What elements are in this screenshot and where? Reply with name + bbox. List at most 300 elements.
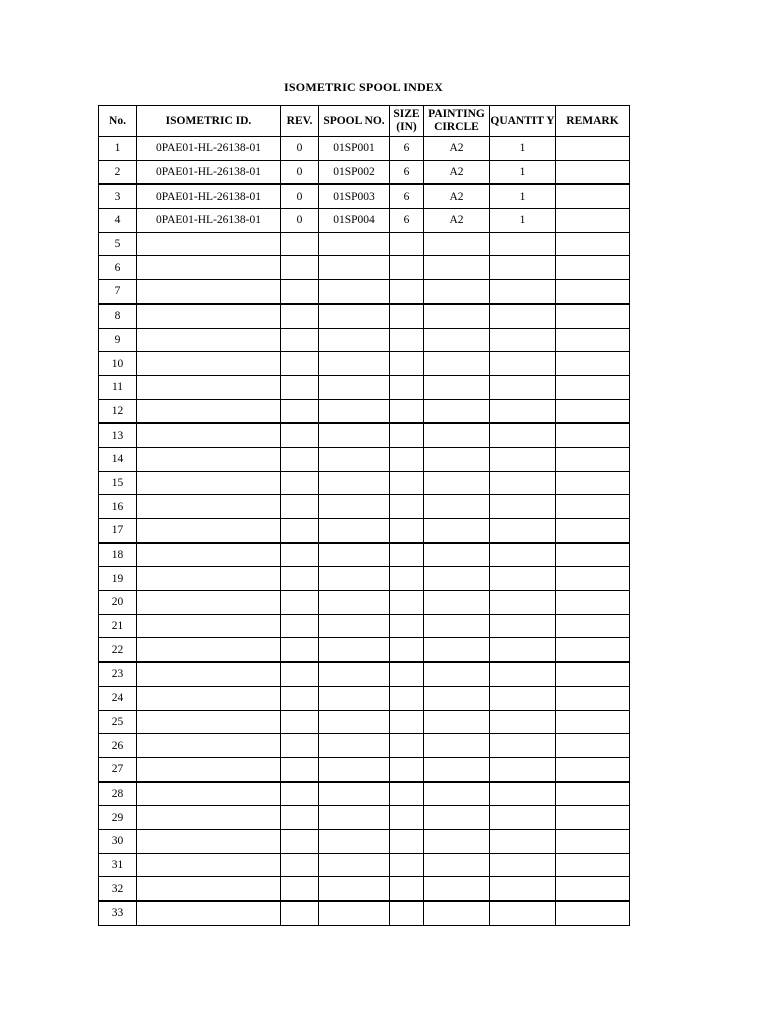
cell-rev: [281, 375, 319, 399]
cell-size: 6: [390, 209, 424, 233]
cell-remark: [556, 280, 630, 304]
cell-painting-circle: [424, 519, 490, 543]
cell-rev: [281, 877, 319, 901]
cell-no: 32: [99, 877, 137, 901]
table-row: [99, 328, 630, 352]
cell-spool-no: [319, 375, 390, 399]
cell-isometric-id: [137, 757, 281, 781]
table-row: [99, 232, 630, 256]
cell-painting-circle: [424, 399, 490, 423]
cell-rev: [281, 471, 319, 495]
table-header-row: [99, 106, 630, 137]
cell-rev: [281, 638, 319, 662]
cell-remark: [556, 782, 630, 806]
cell-quantity: [490, 591, 556, 615]
cell-size: [390, 328, 424, 352]
cell-no: 10: [99, 352, 137, 376]
cell-isometric-id: [137, 710, 281, 734]
cell-no: 24: [99, 686, 137, 710]
cell-spool-no: [319, 710, 390, 734]
cell-rev: 0: [281, 137, 319, 161]
table-row: [99, 256, 630, 280]
table-row: [99, 829, 630, 853]
cell-painting-circle: [424, 757, 490, 781]
cell-isometric-id: [137, 471, 281, 495]
table-row: [99, 137, 630, 161]
cell-spool-no: [319, 567, 390, 591]
cell-painting-circle: [424, 686, 490, 710]
cell-quantity: [490, 734, 556, 758]
cell-no: 6: [99, 256, 137, 280]
cell-quantity: [490, 423, 556, 447]
cell-remark: [556, 375, 630, 399]
cell-rev: [281, 543, 319, 567]
cell-quantity: [490, 399, 556, 423]
cell-remark: [556, 519, 630, 543]
cell-rev: [281, 662, 319, 686]
table-row: [99, 447, 630, 471]
cell-spool-no: [319, 614, 390, 638]
cell-quantity: [490, 638, 556, 662]
cell-no: 2: [99, 160, 137, 184]
cell-no: 16: [99, 495, 137, 519]
cell-quantity: [490, 471, 556, 495]
cell-isometric-id: [137, 232, 281, 256]
cell-remark: [556, 209, 630, 233]
cell-rev: [281, 280, 319, 304]
cell-isometric-id: [137, 614, 281, 638]
cell-quantity: [490, 256, 556, 280]
table-body: [99, 137, 630, 926]
cell-no: 13: [99, 423, 137, 447]
cell-size: [390, 399, 424, 423]
cell-painting-circle: [424, 877, 490, 901]
cell-no: 14: [99, 447, 137, 471]
cell-quantity: 1: [490, 160, 556, 184]
cell-spool-no: [319, 352, 390, 376]
header-spool-no: SPOOL NO.: [319, 106, 390, 137]
cell-no: 15: [99, 471, 137, 495]
cell-isometric-id: [137, 734, 281, 758]
cell-spool-no: [319, 471, 390, 495]
cell-size: [390, 543, 424, 567]
cell-isometric-id: [137, 591, 281, 615]
cell-remark: [556, 829, 630, 853]
cell-size: [390, 280, 424, 304]
table-row: [99, 853, 630, 877]
table-row: [99, 877, 630, 901]
cell-size: [390, 757, 424, 781]
cell-size: [390, 375, 424, 399]
cell-no: 12: [99, 399, 137, 423]
cell-quantity: [490, 829, 556, 853]
cell-size: [390, 638, 424, 662]
cell-painting-circle: [424, 591, 490, 615]
cell-isometric-id: [137, 375, 281, 399]
cell-painting-circle: [424, 328, 490, 352]
cell-no: 31: [99, 853, 137, 877]
cell-isometric-id: [137, 638, 281, 662]
cell-spool-no: [319, 829, 390, 853]
cell-size: [390, 567, 424, 591]
cell-isometric-id: [137, 256, 281, 280]
cell-painting-circle: [424, 352, 490, 376]
table-row: [99, 710, 630, 734]
cell-quantity: [490, 280, 556, 304]
table-row: [99, 567, 630, 591]
cell-spool-no: [319, 806, 390, 830]
cell-no: 33: [99, 901, 137, 925]
cell-isometric-id: [137, 829, 281, 853]
cell-painting-circle: [424, 304, 490, 328]
cell-painting-circle: [424, 901, 490, 925]
cell-painting-circle: [424, 232, 490, 256]
cell-rev: [281, 304, 319, 328]
table-row: [99, 591, 630, 615]
cell-remark: [556, 304, 630, 328]
cell-spool-no: [319, 901, 390, 925]
cell-quantity: [490, 877, 556, 901]
cell-isometric-id: [137, 519, 281, 543]
table-row: [99, 495, 630, 519]
cell-isometric-id: 0PAE01-HL-26138-01: [137, 137, 281, 161]
cell-remark: [556, 591, 630, 615]
cell-painting-circle: [424, 614, 490, 638]
table-row: [99, 209, 630, 233]
cell-remark: [556, 495, 630, 519]
table-row: [99, 423, 630, 447]
cell-no: 23: [99, 662, 137, 686]
cell-rev: [281, 567, 319, 591]
cell-spool-no: [319, 304, 390, 328]
spool-index-table: [98, 105, 630, 926]
cell-quantity: 1: [490, 184, 556, 208]
header-size: SIZE (IN): [390, 106, 424, 137]
cell-isometric-id: [137, 662, 281, 686]
cell-spool-no: [319, 686, 390, 710]
cell-spool-no: [319, 399, 390, 423]
cell-painting-circle: [424, 829, 490, 853]
cell-rev: 0: [281, 160, 319, 184]
table-row: [99, 352, 630, 376]
cell-no: 29: [99, 806, 137, 830]
cell-spool-no: [319, 495, 390, 519]
cell-spool-no: [319, 447, 390, 471]
table-row: [99, 614, 630, 638]
cell-rev: [281, 614, 319, 638]
cell-remark: [556, 662, 630, 686]
cell-quantity: [490, 686, 556, 710]
cell-size: [390, 423, 424, 447]
cell-no: 30: [99, 829, 137, 853]
header-isometric-id: ISOMETRIC ID.: [137, 106, 281, 137]
cell-spool-no: 01SP002: [319, 160, 390, 184]
cell-painting-circle: [424, 806, 490, 830]
cell-rev: [281, 232, 319, 256]
cell-no: 20: [99, 591, 137, 615]
cell-isometric-id: [137, 567, 281, 591]
cell-quantity: 1: [490, 137, 556, 161]
cell-size: [390, 853, 424, 877]
cell-rev: [281, 495, 319, 519]
cell-isometric-id: [137, 543, 281, 567]
cell-isometric-id: [137, 399, 281, 423]
cell-rev: 0: [281, 209, 319, 233]
cell-painting-circle: [424, 853, 490, 877]
cell-isometric-id: [137, 495, 281, 519]
cell-spool-no: 01SP004: [319, 209, 390, 233]
cell-isometric-id: [137, 447, 281, 471]
cell-isometric-id: [137, 806, 281, 830]
cell-remark: [556, 399, 630, 423]
cell-quantity: [490, 901, 556, 925]
table-row: [99, 686, 630, 710]
cell-no: 3: [99, 184, 137, 208]
cell-rev: [281, 423, 319, 447]
cell-isometric-id: [137, 877, 281, 901]
cell-quantity: [490, 782, 556, 806]
cell-size: [390, 591, 424, 615]
table-row: [99, 184, 630, 208]
cell-spool-no: [319, 757, 390, 781]
cell-painting-circle: [424, 423, 490, 447]
cell-painting-circle: [424, 734, 490, 758]
cell-painting-circle: [424, 495, 490, 519]
cell-quantity: 1: [490, 209, 556, 233]
cell-no: 28: [99, 782, 137, 806]
cell-remark: [556, 734, 630, 758]
cell-no: 1: [99, 137, 137, 161]
cell-painting-circle: [424, 256, 490, 280]
cell-no: 19: [99, 567, 137, 591]
header-remark: REMARK: [556, 106, 630, 137]
cell-spool-no: [319, 543, 390, 567]
cell-size: [390, 806, 424, 830]
cell-painting-circle: A2: [424, 160, 490, 184]
cell-quantity: [490, 806, 556, 830]
cell-painting-circle: [424, 567, 490, 591]
cell-isometric-id: [137, 423, 281, 447]
cell-rev: [281, 686, 319, 710]
cell-size: 6: [390, 184, 424, 208]
cell-rev: [281, 757, 319, 781]
cell-rev: [281, 901, 319, 925]
cell-quantity: [490, 375, 556, 399]
cell-rev: [281, 710, 319, 734]
cell-remark: [556, 877, 630, 901]
cell-size: [390, 877, 424, 901]
cell-size: 6: [390, 137, 424, 161]
cell-size: [390, 901, 424, 925]
cell-remark: [556, 232, 630, 256]
cell-remark: [556, 543, 630, 567]
cell-spool-no: [319, 232, 390, 256]
cell-size: [390, 304, 424, 328]
cell-size: [390, 519, 424, 543]
table-row: [99, 543, 630, 567]
cell-no: 8: [99, 304, 137, 328]
cell-spool-no: 01SP001: [319, 137, 390, 161]
cell-spool-no: [319, 328, 390, 352]
cell-painting-circle: [424, 280, 490, 304]
cell-size: [390, 471, 424, 495]
cell-no: 5: [99, 232, 137, 256]
cell-spool-no: [319, 256, 390, 280]
cell-quantity: [490, 757, 556, 781]
cell-isometric-id: [137, 782, 281, 806]
table-row: [99, 638, 630, 662]
cell-rev: [281, 829, 319, 853]
header-quantity: QUANTIT Y: [490, 106, 556, 137]
cell-remark: [556, 137, 630, 161]
cell-quantity: [490, 519, 556, 543]
cell-remark: [556, 184, 630, 208]
header-painting-circle: PAINTING CIRCLE: [424, 106, 490, 137]
cell-painting-circle: [424, 543, 490, 567]
cell-remark: [556, 328, 630, 352]
cell-remark: [556, 256, 630, 280]
cell-size: [390, 614, 424, 638]
header-rev: REV.: [281, 106, 319, 137]
cell-rev: [281, 591, 319, 615]
cell-size: 6: [390, 160, 424, 184]
cell-no: 17: [99, 519, 137, 543]
cell-isometric-id: [137, 686, 281, 710]
table-row: [99, 519, 630, 543]
cell-rev: [281, 853, 319, 877]
cell-painting-circle: [424, 471, 490, 495]
cell-no: 7: [99, 280, 137, 304]
cell-isometric-id: [137, 853, 281, 877]
table-row: [99, 160, 630, 184]
cell-quantity: [490, 447, 556, 471]
cell-spool-no: [319, 782, 390, 806]
cell-isometric-id: [137, 304, 281, 328]
cell-remark: [556, 806, 630, 830]
table-row: [99, 757, 630, 781]
cell-spool-no: [319, 280, 390, 304]
cell-no: 26: [99, 734, 137, 758]
cell-no: 9: [99, 328, 137, 352]
cell-quantity: [490, 543, 556, 567]
cell-spool-no: [319, 638, 390, 662]
cell-size: [390, 447, 424, 471]
cell-size: [390, 782, 424, 806]
cell-painting-circle: [424, 447, 490, 471]
cell-quantity: [490, 567, 556, 591]
table-row: [99, 806, 630, 830]
cell-no: 27: [99, 757, 137, 781]
cell-isometric-id: 0PAE01-HL-26138-01: [137, 209, 281, 233]
cell-remark: [556, 757, 630, 781]
cell-remark: [556, 853, 630, 877]
cell-spool-no: [319, 734, 390, 758]
cell-quantity: [490, 853, 556, 877]
cell-remark: [556, 567, 630, 591]
cell-spool-no: [319, 877, 390, 901]
cell-painting-circle: A2: [424, 184, 490, 208]
cell-painting-circle: A2: [424, 209, 490, 233]
table-row: [99, 399, 630, 423]
cell-painting-circle: [424, 638, 490, 662]
header-no: No.: [99, 106, 137, 137]
cell-no: 11: [99, 375, 137, 399]
cell-remark: [556, 160, 630, 184]
cell-size: [390, 232, 424, 256]
cell-remark: [556, 686, 630, 710]
cell-no: 25: [99, 710, 137, 734]
cell-painting-circle: [424, 710, 490, 734]
table-row: [99, 734, 630, 758]
cell-isometric-id: 0PAE01-HL-26138-01: [137, 184, 281, 208]
table-row: [99, 662, 630, 686]
cell-quantity: [490, 328, 556, 352]
cell-isometric-id: 0PAE01-HL-26138-01: [137, 160, 281, 184]
cell-painting-circle: [424, 662, 490, 686]
cell-rev: [281, 256, 319, 280]
cell-spool-no: [319, 662, 390, 686]
cell-spool-no: [319, 423, 390, 447]
cell-no: 21: [99, 614, 137, 638]
cell-isometric-id: [137, 901, 281, 925]
cell-remark: [556, 352, 630, 376]
cell-remark: [556, 710, 630, 734]
table-row: [99, 280, 630, 304]
table-row: [99, 304, 630, 328]
cell-isometric-id: [137, 328, 281, 352]
table-row: [99, 471, 630, 495]
cell-size: [390, 829, 424, 853]
cell-quantity: [490, 232, 556, 256]
table-row: [99, 782, 630, 806]
cell-remark: [556, 614, 630, 638]
cell-quantity: [490, 614, 556, 638]
cell-no: 4: [99, 209, 137, 233]
cell-size: [390, 352, 424, 376]
cell-size: [390, 662, 424, 686]
cell-quantity: [490, 304, 556, 328]
cell-quantity: [490, 352, 556, 376]
cell-rev: [281, 806, 319, 830]
cell-rev: [281, 328, 319, 352]
cell-remark: [556, 423, 630, 447]
cell-quantity: [490, 710, 556, 734]
cell-isometric-id: [137, 352, 281, 376]
cell-remark: [556, 447, 630, 471]
cell-no: 22: [99, 638, 137, 662]
cell-spool-no: [319, 591, 390, 615]
cell-rev: [281, 782, 319, 806]
cell-rev: [281, 519, 319, 543]
cell-no: 18: [99, 543, 137, 567]
cell-rev: [281, 447, 319, 471]
cell-painting-circle: A2: [424, 137, 490, 161]
cell-size: [390, 495, 424, 519]
cell-rev: [281, 352, 319, 376]
cell-remark: [556, 901, 630, 925]
table-row: [99, 901, 630, 925]
cell-remark: [556, 638, 630, 662]
cell-rev: [281, 399, 319, 423]
cell-isometric-id: [137, 280, 281, 304]
cell-quantity: [490, 662, 556, 686]
document-title: ISOMETRIC SPOOL INDEX: [284, 80, 443, 94]
cell-spool-no: 01SP003: [319, 184, 390, 208]
cell-quantity: [490, 495, 556, 519]
cell-size: [390, 710, 424, 734]
cell-size: [390, 686, 424, 710]
cell-spool-no: [319, 853, 390, 877]
